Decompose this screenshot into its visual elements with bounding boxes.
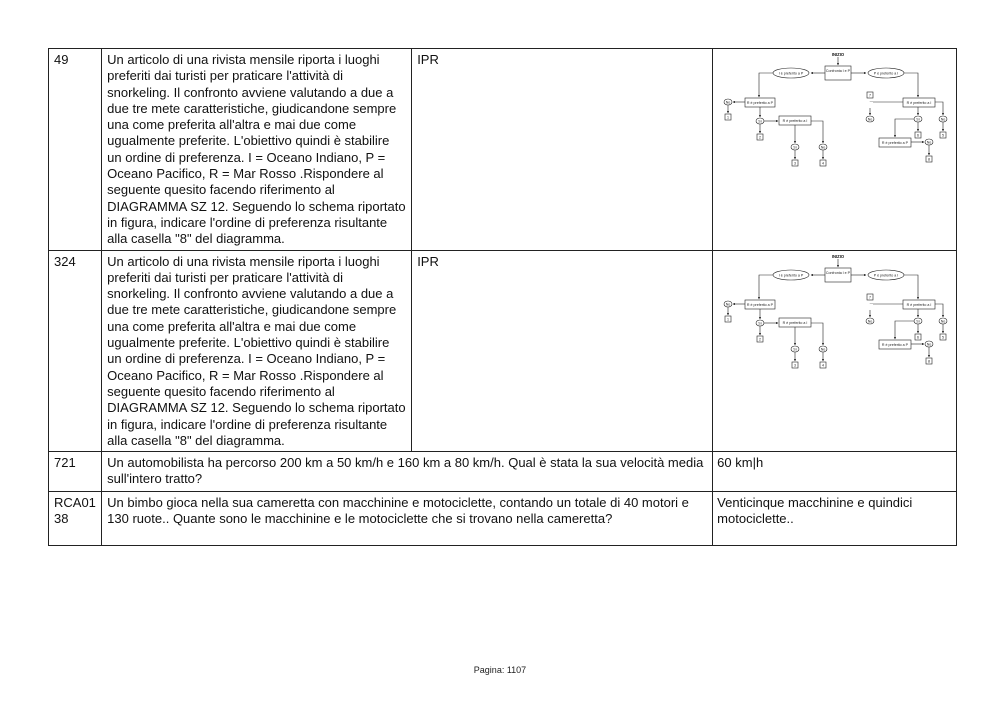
answer-text: 60 km|h (713, 452, 957, 492)
answer-text: IPR (412, 49, 713, 251)
diagram-start: INIZIO (832, 52, 845, 57)
diagram-q-left: I è preferito a P (778, 71, 804, 76)
diagram-box-5: 5 (942, 335, 945, 340)
page-footer: Pagina: 1107 (473, 665, 527, 675)
diagram-compare: Confronta I e P (826, 270, 851, 275)
diagram-si: Sì (916, 117, 920, 122)
diagram-box-2: 2 (759, 135, 762, 140)
diagram-q-right: P è preferito a I (873, 71, 899, 76)
diagram-q-right: P è preferito a I (873, 273, 899, 278)
diagram-no: No (820, 347, 826, 352)
diagram-box-7: 7 (869, 93, 872, 98)
question-text: Un bimbo gioca nella sua cameretta con macchinine e motociclette, contando un totale di 40 motori e 130 ruote.. Quante sono le macchinine e le motociclette che si trovano nella cameretta? (102, 492, 713, 546)
diagram-no: No (940, 117, 946, 122)
diagram-box-rp2: R è preferito a P (882, 342, 909, 347)
question-text: Un articolo di una rivista mensile riporta i luoghi preferiti dai turisti per praticare l'attività di snorkeling. Il confronto avviene valutando a due a due tre mete caratteristiche, giudicandone sempre una come preferita all'altra e mai due come ugualmente preferite. L'obiettivo quindi è stabilire un ordine di preferenza. I = Oceano Indiano, P = Oceano Pacifico, R = Mar Rosso .Rispondere al seguente quesito facendo riferimento al DIAGRAMMA SZ 12. Seguendo lo schema riportato in figura, indicare l'ordine di preferenza risultante alla casella "8" del diagramma. (102, 250, 412, 452)
diagram-si: Sì (758, 119, 762, 124)
table-row (49, 492, 957, 546)
diagram-box-6: 6 (917, 335, 920, 340)
answer-text: IPR (412, 250, 713, 452)
diagram-box-6: 6 (917, 133, 920, 138)
diagram-box-rp: R è preferito a P (747, 302, 774, 307)
diagram-box-ri: R è preferito a I (782, 320, 808, 325)
diagram-box-ri2: R è preferito a I (906, 101, 932, 105)
diagram-box-5: 5 (942, 133, 945, 138)
diagram-q-left: I è preferito a P (778, 273, 804, 278)
diagram-box-7: 7 (869, 295, 872, 300)
diagram-no: No (867, 319, 873, 324)
question-text: Un automobilista ha percorso 200 km a 50 km/h e 160 km a 80 km/h. Qual è stata la sua velocità media sull'intero tratto? (102, 452, 713, 492)
diagram-si: Sì (758, 321, 762, 326)
diagram-box-8: 8 (928, 359, 931, 364)
table-row (49, 452, 957, 492)
diagram-box-8: 8 (928, 157, 931, 162)
flowchart-diagram (715, 253, 949, 381)
diagram-no: No (940, 319, 946, 324)
questions-table (48, 48, 957, 546)
diagram-no: No (820, 145, 826, 150)
diagram-cell (713, 49, 957, 251)
diagram-start: INIZIO (832, 253, 845, 259)
diagram-box-3: 3 (794, 161, 797, 166)
diagram-box-ri2: R è preferito a I (906, 302, 932, 307)
diagram-si: Sì (793, 347, 797, 352)
row-id: RCA0138 (49, 492, 102, 546)
diagram-si: Sì (793, 145, 797, 150)
diagram-cell (713, 250, 957, 452)
diagram-box-ri: R è preferito a I (782, 119, 808, 123)
diagram-box-1: 1 (727, 115, 730, 120)
diagram-box-4: 4 (822, 363, 825, 368)
diagram-compare: Confronta I e P (826, 69, 851, 73)
question-text: Un articolo di una rivista mensile riporta i luoghi preferiti dai turisti per praticare l'attività di snorkeling. Il confronto avviene valutando a due a due tre mete caratteristiche, giudicandone sempre una come preferita all'altra e mai due come ugualmente preferite. L'obiettivo quindi è stabilire un ordine di preferenza. I = Oceano Indiano, P = Oceano Pacifico, R = Mar Rosso .Rispondere al seguente quesito facendo riferimento al DIAGRAMMA SZ 12. Seguendo lo schema riportato in figura, indicare l'ordine di preferenza risultante alla casella "8" del diagramma. (102, 49, 412, 251)
diagram-no: No (725, 302, 731, 307)
diagram-box-1: 1 (727, 317, 730, 322)
diagram-box-rp2: R è preferito a P (882, 141, 909, 145)
diagram-no: No (926, 342, 932, 347)
diagram-no: No (867, 117, 873, 122)
diagram-box-4: 4 (822, 161, 825, 166)
diagram-no: No (926, 140, 932, 145)
answer-text: Venticinque macchinine e quindici motociclette.. (713, 492, 957, 546)
table-row (49, 49, 957, 251)
diagram-si: Sì (916, 319, 920, 324)
row-id: 49 (49, 49, 102, 251)
diagram-box-rp: R è preferito a P (747, 101, 774, 105)
diagram-box-3: 3 (794, 363, 797, 368)
row-id: 324 (49, 250, 102, 452)
table-row (49, 250, 957, 452)
flowchart-diagram (715, 51, 949, 179)
row-id: 721 (49, 452, 102, 492)
diagram-box-2: 2 (759, 337, 762, 342)
diagram-no: No (725, 100, 731, 105)
